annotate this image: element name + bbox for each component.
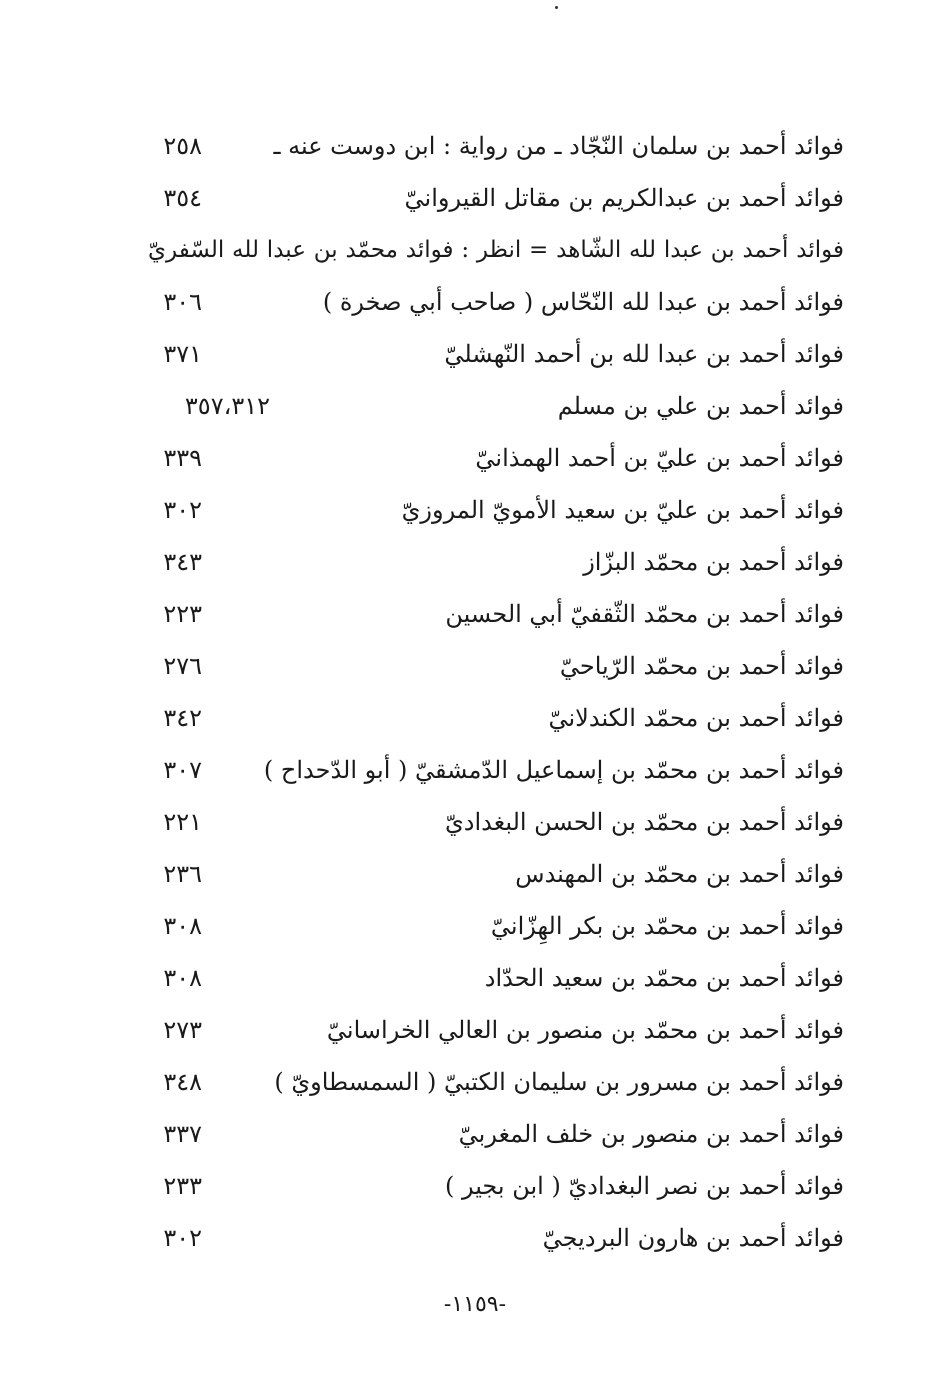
list-item xyxy=(0,1108,950,1160)
entry-page: ٢٥٨ xyxy=(163,132,202,160)
list-item xyxy=(0,744,950,796)
entry-page: ٢٧٦ xyxy=(163,652,202,680)
entry-page: ٣٧١ xyxy=(163,340,202,368)
entry-title: فوائد أحمد بن محمّد بن المهندس xyxy=(515,860,844,888)
entry-title: فوائد أحمد بن محمّد بن بكر الهِزّانيّ xyxy=(490,912,844,940)
entry-title: فوائد أحمد بن علي بن مسلم xyxy=(557,392,844,420)
entry-title: فوائد أحمد بن محمّد بن إسماعيل الدّمشقيّ ( أبو الدّحداح ) xyxy=(263,756,844,784)
entry-title: فوائد أحمد بن مسرور بن سليمان الكتبيّ ( السمسطاويّ ) xyxy=(274,1068,844,1096)
entry-title: فوائد أحمد بن محمّد بن منصور بن العالي الخراسانيّ xyxy=(326,1016,844,1044)
list-item xyxy=(0,484,950,536)
entry-page: ٢٣٦ xyxy=(163,860,202,888)
list-item xyxy=(0,276,950,328)
list-item xyxy=(0,536,950,588)
entry-page: ٢٧٣ xyxy=(163,1016,202,1044)
entry-title: فوائد أحمد بن محمّد الثّقفيّ أبي الحسين xyxy=(445,600,844,628)
page-number: -١١٥٩- xyxy=(443,1292,507,1317)
entry-title: فوائد أحمد بن نصر البغداديّ ( ابن بجير ) xyxy=(444,1172,844,1200)
ink-speck xyxy=(555,6,558,9)
list-item xyxy=(0,1160,950,1212)
entry-page: ٣٠٢ xyxy=(163,496,202,524)
list-item xyxy=(0,1004,950,1056)
entry-title: فوائد أحمد بن عبدالكريم بن مقاتل القيروانيّ xyxy=(404,184,844,212)
entry-title: فوائد أحمد بن محمّد بن الحسن البغداديّ xyxy=(445,808,844,836)
entry-title: فوائد أحمد بن عبدا لله النّحّاس ( صاحب أبي صخرة ) xyxy=(322,288,844,316)
entry-page: ٣٠٦ xyxy=(163,288,202,316)
entry-page: ٢٢٣ xyxy=(163,600,202,628)
list-item xyxy=(0,380,950,432)
entry-title: فوائد أحمد بن عليّ بن سعيد الأمويّ المروزيّ xyxy=(401,496,844,524)
entry-title: فوائد أحمد بن سلمان النّجّاد ـ من رواية : ابن دوست عنه ـ xyxy=(273,132,844,160)
list-item xyxy=(0,692,950,744)
entry-page: ٣٣٧ xyxy=(163,1120,202,1148)
entry-page: ٣٤٨ xyxy=(163,1068,202,1096)
entry-page: ٣٠٢ xyxy=(163,1224,202,1252)
list-item xyxy=(0,432,950,484)
list-item xyxy=(0,588,950,640)
index-list xyxy=(0,120,950,1264)
entry-title: فوائد أحمد بن عبدا لله الشّاهد = انظر : فوائد محمّد بن عبدا لله السّفريّ xyxy=(148,237,844,263)
list-item xyxy=(0,900,950,952)
entry-title: فوائد أحمد بن محمّد الكندلانيّ xyxy=(548,704,844,732)
list-item xyxy=(0,1056,950,1108)
entry-page: ٣٠٨ xyxy=(163,964,202,992)
entry-page: ٣٣٩ xyxy=(163,444,202,472)
entry-title: فوائد أحمد بن عبدا لله بن أحمد النّهشليّ xyxy=(444,340,844,368)
list-item xyxy=(0,1212,950,1264)
list-item xyxy=(0,120,950,172)
entry-title: فوائد أحمد بن محمّد الرّياحيّ xyxy=(559,652,844,680)
entry-title: فوائد أحمد بن عليّ بن أحمد الهمذانيّ xyxy=(475,444,844,472)
list-item xyxy=(0,640,950,692)
entry-page: ٣٠٧ xyxy=(163,756,202,784)
list-item xyxy=(0,796,950,848)
list-item xyxy=(0,952,950,1004)
entry-page: ٣٤٣ xyxy=(163,548,202,576)
list-item xyxy=(0,848,950,900)
entry-page: ٣٤٢ xyxy=(163,704,202,732)
list-item xyxy=(0,328,950,380)
entry-title: فوائد أحمد بن منصور بن خلف المغربيّ xyxy=(458,1120,844,1148)
entry-page: ٢٢١ xyxy=(163,808,202,836)
list-item xyxy=(0,224,950,276)
entry-page: ٣٥٤ xyxy=(163,184,202,212)
entry-title: فوائد أحمد بن محمّد البزّاز xyxy=(583,548,844,576)
entry-title: فوائد أحمد بن هارون البرديجيّ xyxy=(542,1224,844,1252)
entry-title: فوائد أحمد بن محمّد بن سعيد الحدّاد xyxy=(484,964,844,992)
entry-page: ٢٣٣ xyxy=(163,1172,202,1200)
entry-page: ٣٥٧،٣١٢ xyxy=(184,392,270,420)
entry-page: ٣٠٨ xyxy=(163,912,202,940)
list-item xyxy=(0,172,950,224)
